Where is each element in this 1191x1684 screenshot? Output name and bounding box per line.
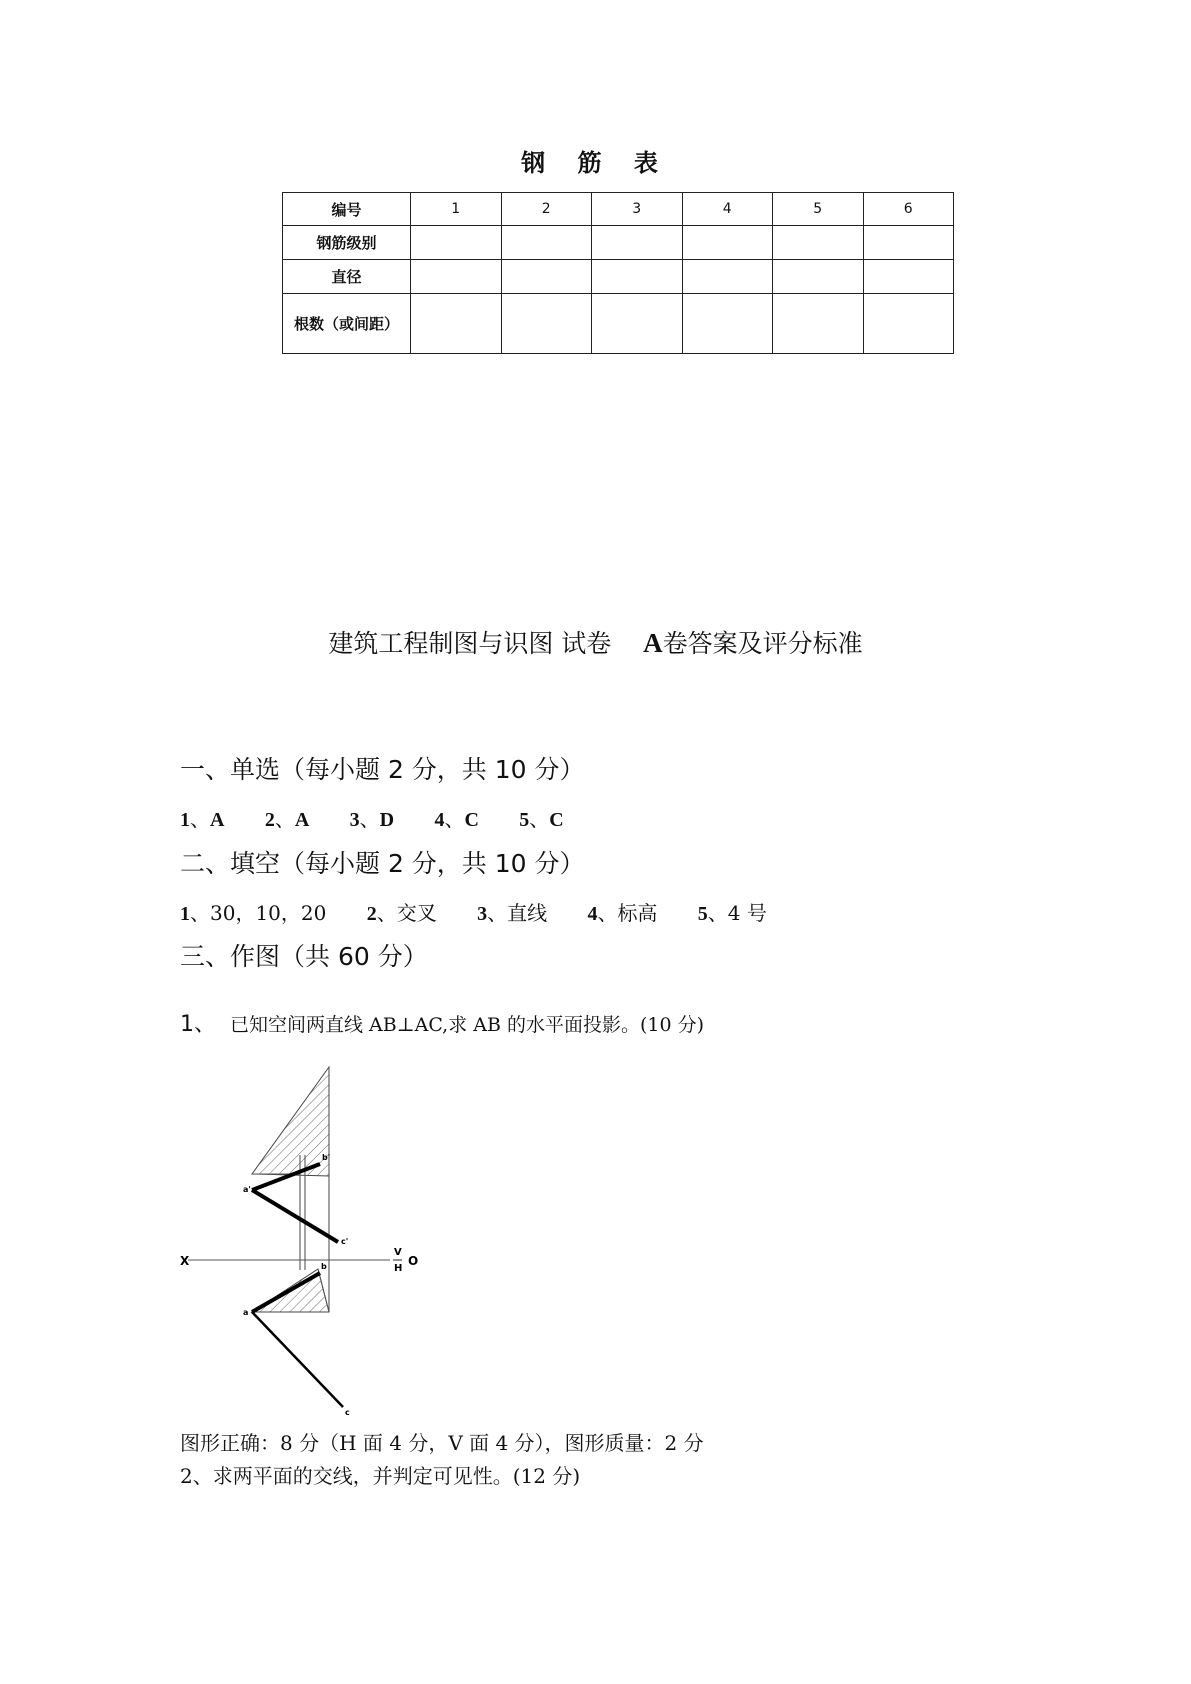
question-1-text: 已知空间两直线 AB⊥AC,求 AB 的水平面投影。(10 分) [230,1014,705,1036]
label-b-prime: b' [322,1153,331,1162]
answer-item: 2、A [264,807,310,831]
question-2: 2、求两平面的交线，并判定可见性。(12 分) [180,1464,581,1488]
table-cell [773,260,864,294]
label-a: a [243,1308,249,1317]
label-c: c [345,1408,350,1417]
answer-item: 4、标高 [587,901,658,925]
table-row [283,294,954,354]
label-h: H [394,1263,403,1274]
question-1 [180,1007,704,1038]
projection-diagram [180,1055,440,1420]
fill-blank-answers [180,897,801,926]
label-a-prime: a' [243,1185,251,1194]
table-row [283,193,954,226]
table-row [283,260,954,294]
table-number-cell: 3 [592,193,683,226]
answer-item: 4、C [434,807,479,831]
table-header-cell: 编号 [283,193,411,226]
answer-item: 5、C [519,807,564,831]
v-plane-triangle [252,1067,329,1176]
section-heading-fill-blank: 二、填空（每小题 2 分，共 10 分） [180,849,585,878]
table-cell [411,294,502,354]
label-v: V [394,1247,402,1258]
table-cell [863,294,954,354]
document-title [0,624,1191,660]
label-c-prime: c' [341,1237,349,1246]
document-title-variant: A [643,628,663,658]
question-1-scoring: 图形正确：8 分（H 面 4 分，V 面 4 分），图形质量：2 分 [180,1431,704,1455]
table-cell [411,226,502,260]
table-row-label: 钢筋级别 [283,226,411,260]
line-a-c [252,1312,343,1407]
single-choice-answers [180,803,598,832]
table-number-cell: 5 [773,193,864,226]
document-title-suffix: 卷答案及评分标准 [662,629,863,658]
table-cell [501,260,592,294]
answer-item: 1、A [180,807,225,831]
answer-item: 1、30，10，20 [180,901,327,925]
question-1-number: 1、 [180,1012,216,1037]
table-cell [592,260,683,294]
answer-item: 3、直线 [477,901,548,925]
answer-item: 2、交叉 [366,901,437,925]
table-number-cell: 1 [411,193,502,226]
table-row-label: 直径 [283,260,411,294]
table-cell [501,294,592,354]
label-x: X [180,1254,190,1268]
table-cell [682,226,773,260]
rebar-table [282,192,954,354]
answer-item: 5、4 号 [697,901,767,925]
section-heading-single-choice: 一、单选（每小题 2 分，共 10 分） [180,755,585,784]
document-title-main: 建筑工程制图与识图 试卷 [328,629,612,658]
table-cell [592,294,683,354]
table-cell [863,260,954,294]
answer-item: 3、D [349,807,395,831]
table-cell [592,226,683,260]
table-number-cell: 2 [501,193,592,226]
section-heading-drawing: 三、作图（共 60 分） [180,942,428,971]
label-b: b [321,1262,327,1271]
table-cell [411,260,502,294]
label-o: O [408,1254,419,1268]
line-a-prime-c-prime [252,1190,338,1242]
table-cell [682,260,773,294]
table-cell [773,294,864,354]
table-cell [501,226,592,260]
rebar-table-title: 钢 筋 表 [521,149,670,177]
table-row [283,226,954,260]
table-row-label: 根数（或间距） [283,294,411,354]
table-number-cell: 4 [682,193,773,226]
table-cell [682,294,773,354]
table-number-cell: 6 [863,193,954,226]
table-cell [863,226,954,260]
table-cell [773,226,864,260]
